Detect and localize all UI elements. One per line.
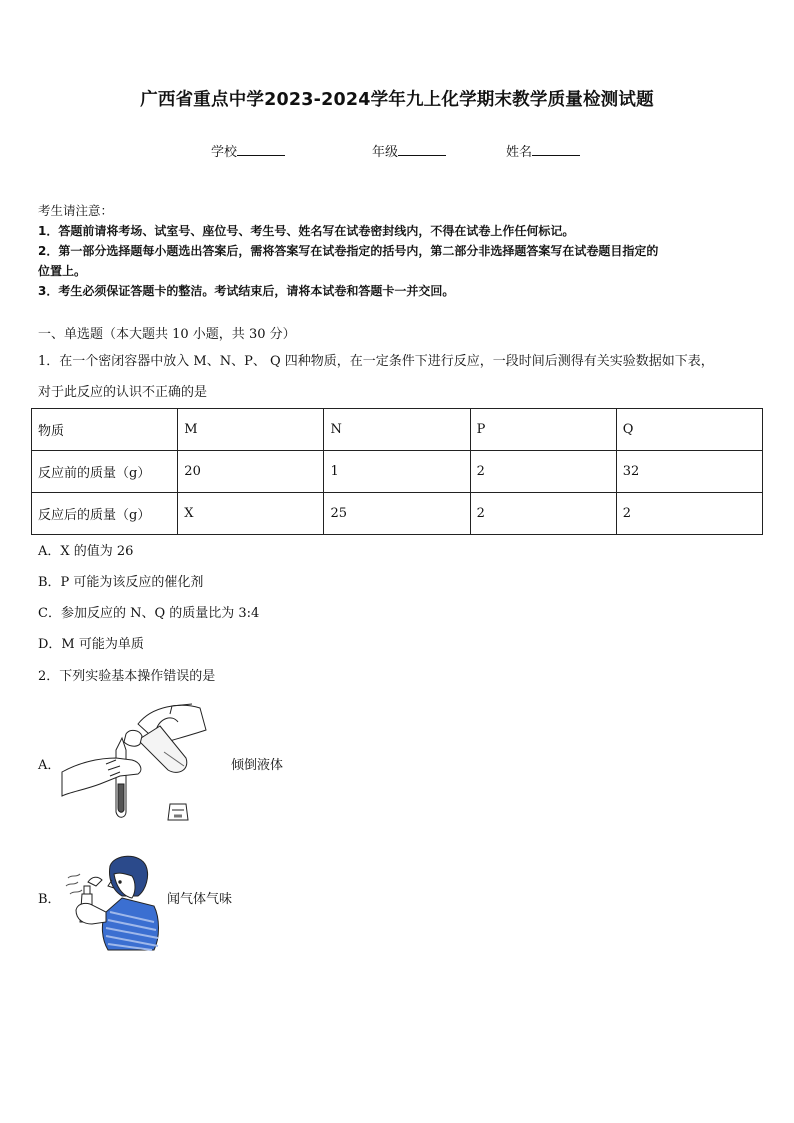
data-table <box>31 408 763 535</box>
q1-option-a: A．X 的值为 26 <box>38 544 134 559</box>
table-cell: 物质 <box>32 409 178 451</box>
notice-block <box>38 201 768 301</box>
section-heading: 一、单选题（本大题共 10 小题，共 30 分） <box>38 327 296 342</box>
notice-heading: 考生请注意： <box>38 203 114 218</box>
table-cell: 2 <box>616 493 762 535</box>
table-cell: 2 <box>470 493 616 535</box>
q2-option-a-caption: 倾倒液体 <box>231 758 284 773</box>
q1-option-d: D．M 可能为单质 <box>38 637 144 652</box>
notice-item: 位置上。 <box>38 264 87 278</box>
notice-item: 1．答题前请将考场、试室号、座位号、考生号、姓名写在试卷密封线内，不得在试卷上作任何标记。 <box>38 224 575 238</box>
q1-stem-line2: 对于此反应的认识不正确的是 <box>38 385 208 400</box>
q1-option-c: C．参加反应的 N、Q 的质量比为 3:4 <box>38 606 260 621</box>
q1-option-b: B．P 可能为该反应的催化剂 <box>38 575 204 590</box>
smelling-gas-illustration <box>62 852 162 952</box>
q2-option-a-letter: A． <box>38 758 61 773</box>
school-field <box>211 141 285 160</box>
grade-label: 年级 <box>372 145 399 160</box>
school-label: 学校 <box>211 145 238 160</box>
table-cell: 反应后的质量（g） <box>32 493 178 535</box>
table-cell: P <box>470 409 616 451</box>
table-cell: 25 <box>324 493 470 535</box>
table-cell: 1 <box>324 451 470 493</box>
q2-option-b-caption: 闻气体气味 <box>167 892 233 907</box>
notice-item: 3．考生必须保证答题卡的整洁。考试结束后，请将本试卷和答题卡一并交回。 <box>38 284 455 298</box>
table-cell: 20 <box>178 451 324 493</box>
grade-blank <box>398 143 446 156</box>
table-cell: 32 <box>616 451 762 493</box>
pouring-liquid-illustration <box>60 700 210 830</box>
q2-option-b-letter: B． <box>38 892 61 907</box>
table-cell: 反应前的质量（g） <box>32 451 178 493</box>
table-cell: X <box>178 493 324 535</box>
table-cell: Q <box>616 409 762 451</box>
notice-item: 2．第一部分选择题每小题选出答案后，需将答案写在试卷指定的括号内，第二部分非选择题答案写在试卷题目指定的 <box>38 244 659 258</box>
table-cell: 2 <box>470 451 616 493</box>
name-blank <box>532 143 580 156</box>
school-blank <box>237 143 285 156</box>
name-label: 姓名 <box>506 145 533 160</box>
q1-stem-line1: 1．在一个密闭容器中放入 M、N、P、 Q 四种物质，在一定条件下进行反应，一段时间后测得有关实验数据如下表， <box>38 354 714 369</box>
grade-field <box>372 141 446 160</box>
table-row <box>32 451 763 493</box>
page-title: 广西省重点中学2023-2024学年九上化学期末教学质量检测试题 <box>140 90 654 110</box>
table-header-row <box>32 409 763 451</box>
table-cell: M <box>178 409 324 451</box>
table-cell: N <box>324 409 470 451</box>
q2-stem: 2．下列实验基本操作错误的是 <box>38 669 216 684</box>
table-row <box>32 493 763 535</box>
name-field <box>506 141 580 160</box>
